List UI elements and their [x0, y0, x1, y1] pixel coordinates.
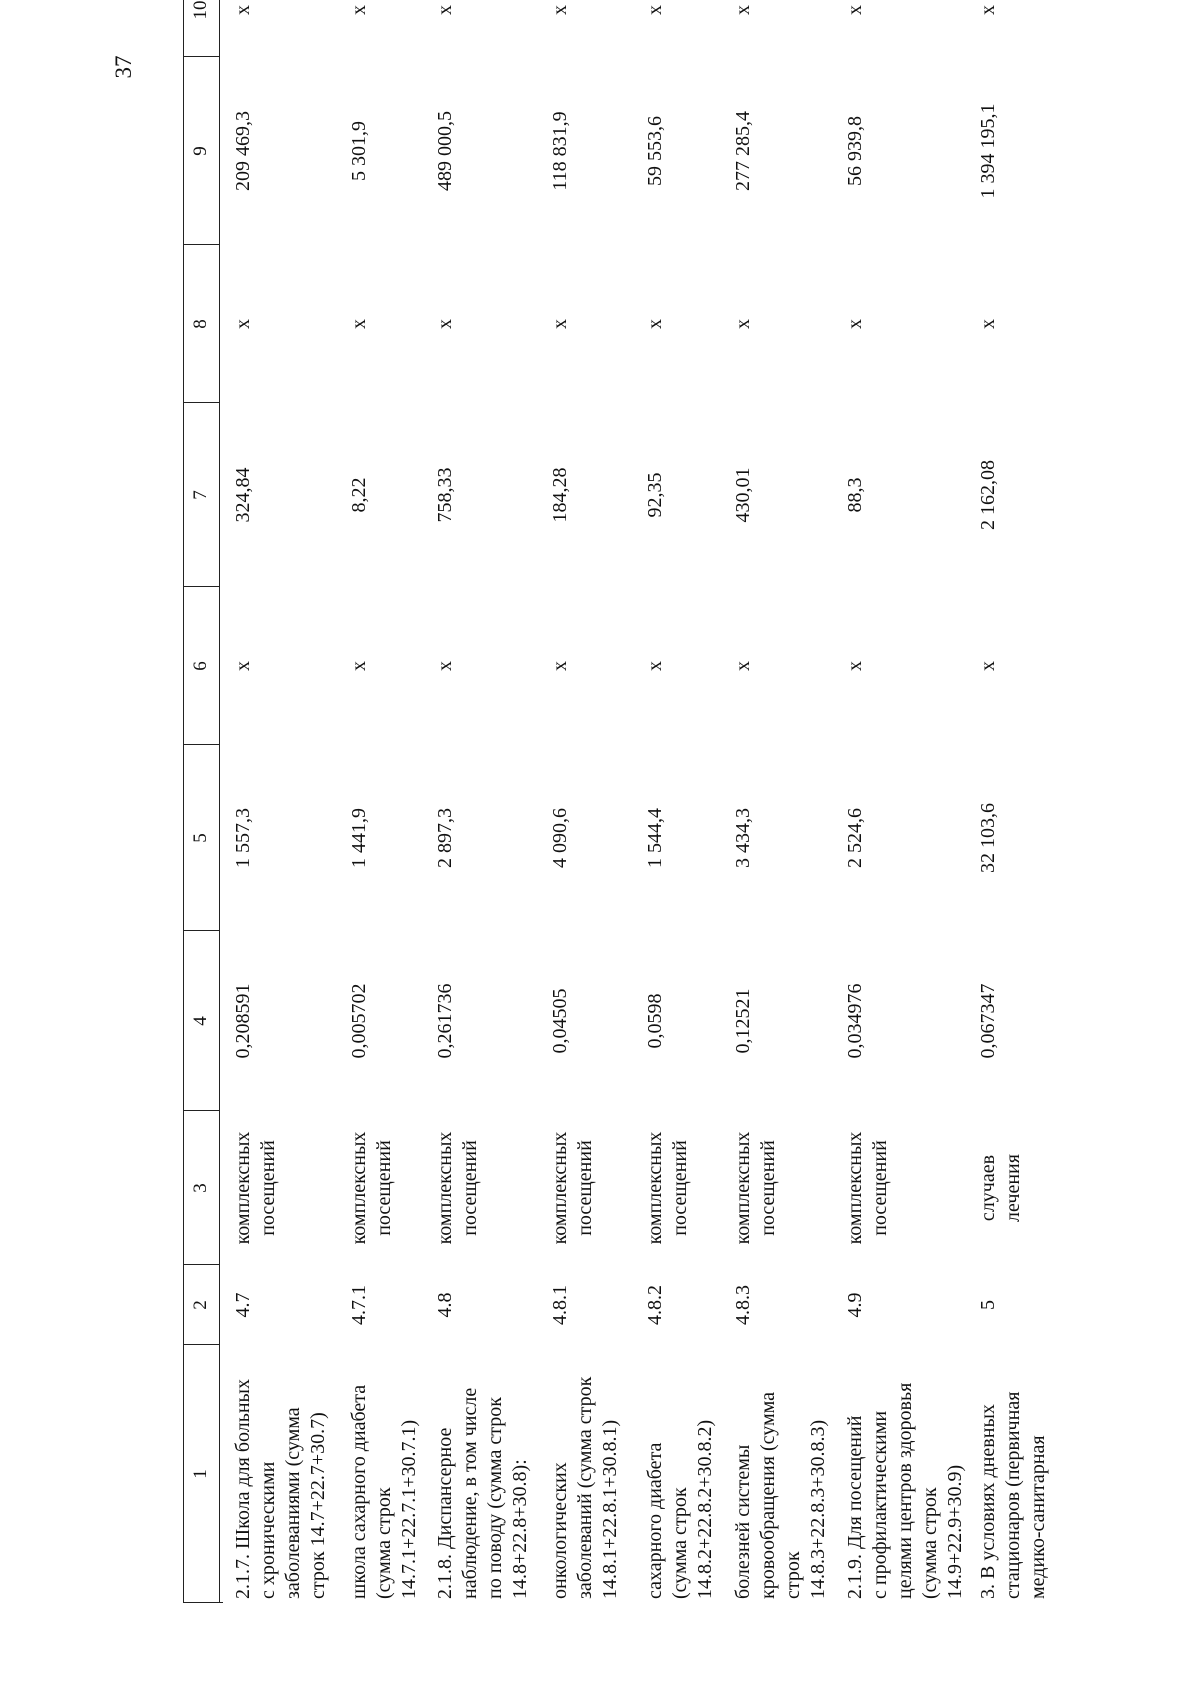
row-code: 4.8.2 — [644, 1285, 666, 1325]
row-value-col10: x — [232, 5, 254, 15]
row-label-line: (сумма строк — [919, 1487, 941, 1599]
row-label-line: 14.7.1+22.7.1+30.7.1) — [398, 1419, 420, 1599]
row-value-col7: 2 162,08 — [977, 460, 999, 530]
row-value-col4: 0,067347 — [977, 983, 999, 1059]
row-label-line: заболеваниями (сумма — [282, 1407, 304, 1599]
row-label-line: 2.1.7. Школа для больных — [232, 1379, 254, 1599]
row-value-col9: 56 939,8 — [844, 116, 866, 186]
column-header-9: 9 — [190, 146, 211, 156]
row-label — [643, 1349, 718, 1599]
table-top-border — [183, 0, 184, 1603]
row-label-line: школа сахарного диабета — [348, 1384, 370, 1599]
row-value-col8: x — [844, 319, 866, 329]
row-code: 5 — [977, 1300, 999, 1310]
row-value-col7: 88,3 — [844, 477, 866, 513]
row-value-col4: 0,005702 — [348, 983, 370, 1059]
row-value-col9: 5 301,9 — [348, 121, 370, 181]
column-header-10: 10 — [190, 0, 211, 20]
row-value-col6: x — [844, 661, 866, 671]
row-label-line: онкологических — [549, 1462, 571, 1599]
row-value-col6: x — [732, 661, 754, 671]
row-label-line: болезней системы — [732, 1444, 754, 1599]
row-code: 4.8.1 — [549, 1285, 571, 1325]
row-unit — [548, 1111, 598, 1265]
row-value-col7: 324,84 — [232, 467, 254, 523]
row-value-col8: x — [644, 319, 666, 329]
row-value-col9: 1 394 195,1 — [977, 103, 999, 199]
row-value-col10: x — [644, 5, 666, 15]
row-value-col9: 277 285,4 — [732, 111, 754, 191]
row-value-col4: 0,261736 — [434, 983, 456, 1059]
row-label — [976, 1349, 1051, 1599]
row-unit-line: случаев — [977, 1154, 999, 1222]
row-label-line: (сумма строк — [669, 1487, 691, 1599]
row-code: 4.9 — [844, 1292, 866, 1318]
data-table — [183, 0, 1048, 1603]
row-label — [548, 1349, 623, 1599]
row-unit-line: комплексных — [844, 1131, 866, 1245]
row-label — [843, 1349, 968, 1599]
row-unit-line: посещений — [869, 1140, 891, 1236]
row-value-col9: 489 000,5 — [434, 111, 456, 191]
row-label-line: 3. В условиях дневных — [977, 1404, 999, 1599]
row-label-line: целями центров здоровья — [894, 1382, 916, 1599]
row-value-col6: x — [348, 661, 370, 671]
row-value-col8: x — [434, 319, 456, 329]
row-code: 4.7.1 — [348, 1285, 370, 1325]
row-label-line: 2.1.8. Диспансерное — [434, 1427, 456, 1599]
row-unit-line: комплексных — [644, 1131, 666, 1245]
row-label-line: стационаров (первичная — [1002, 1391, 1024, 1599]
column-header-5: 5 — [190, 833, 211, 843]
row-label — [731, 1349, 831, 1599]
column-header-7: 7 — [190, 490, 211, 500]
row-value-col6: x — [232, 661, 254, 671]
row-code: 4.8.3 — [732, 1285, 754, 1325]
row-label-line: строк 14.7+22.7+30.7) — [307, 1412, 329, 1599]
row-unit-line: посещений — [669, 1140, 691, 1236]
row-value-col10: x — [977, 5, 999, 15]
row-value-col6: x — [549, 661, 571, 671]
row-unit — [347, 1111, 397, 1265]
row-value-col8: x — [977, 319, 999, 329]
row-label-line: 14.8.2+22.8.2+30.8.2) — [694, 1419, 716, 1599]
row-unit-line: посещений — [373, 1140, 395, 1236]
row-value-col6: x — [977, 661, 999, 671]
row-value-col8: x — [732, 319, 754, 329]
row-code: 4.8 — [434, 1292, 456, 1318]
row-value-col7: 430,01 — [732, 467, 754, 523]
row-value-col5: 32 103,6 — [977, 803, 999, 873]
row-value-col8: x — [348, 319, 370, 329]
row-value-col5: 1 557,3 — [232, 808, 254, 868]
row-value-col10: x — [844, 5, 866, 15]
row-value-col10: x — [549, 5, 571, 15]
row-label-line: 14.8.1+22.8.1+30.8.1) — [599, 1419, 621, 1599]
row-value-col6: x — [644, 661, 666, 671]
row-label-line: строк — [782, 1551, 804, 1599]
row-unit-line: посещений — [574, 1140, 596, 1236]
row-label-line: 14.8.3+22.8.3+30.8.3) — [807, 1419, 829, 1599]
row-unit — [433, 1111, 483, 1265]
row-label-line: наблюдение, в том числе — [459, 1387, 481, 1599]
row-value-col4: 0,12521 — [732, 988, 754, 1054]
row-value-col10: x — [348, 5, 370, 15]
row-label-line: 14.8+22.8+30.8): — [509, 1459, 531, 1599]
row-unit-line: комплексных — [232, 1131, 254, 1245]
row-value-col9: 209 469,3 — [232, 111, 254, 191]
row-label-line: заболеваний (сумма строк — [574, 1376, 596, 1599]
row-value-col7: 758,33 — [434, 467, 456, 523]
row-value-col10: x — [434, 5, 456, 15]
column-header-3: 3 — [190, 1183, 211, 1193]
row-unit-line: посещений — [757, 1140, 779, 1236]
row-unit-line: посещений — [459, 1140, 481, 1236]
row-value-col5: 1 441,9 — [348, 808, 370, 868]
row-unit-line: лечения — [1002, 1154, 1024, 1222]
row-value-col9: 59 553,6 — [644, 116, 666, 186]
row-label-line: медико-санитарная — [1027, 1435, 1049, 1599]
row-value-col6: x — [434, 661, 456, 671]
row-label-line: с профилактическими — [869, 1410, 891, 1599]
page-number: 37 — [111, 55, 136, 79]
column-header-1: 1 — [190, 1469, 211, 1479]
row-value-col4: 0,034976 — [844, 983, 866, 1059]
row-unit — [976, 1111, 1026, 1265]
row-value-col5: 2 897,3 — [434, 808, 456, 868]
row-unit — [231, 1111, 281, 1265]
row-label-line: кровообращения (сумма — [757, 1391, 779, 1599]
row-label — [347, 1349, 422, 1599]
row-label-line: сахарного диабета — [644, 1442, 666, 1599]
row-code: 4.7 — [232, 1292, 254, 1318]
row-label-line: 2.1.9. Для посещений — [844, 1415, 866, 1599]
row-value-col4: 0,208591 — [232, 983, 254, 1059]
row-unit-line: комплексных — [434, 1131, 456, 1245]
row-label-line: (сумма строк — [373, 1487, 395, 1599]
row-unit-line: комплексных — [549, 1131, 571, 1245]
row-label — [433, 1349, 533, 1599]
row-value-col7: 92,35 — [644, 472, 666, 518]
row-value-col8: x — [232, 319, 254, 329]
row-value-col10: x — [732, 5, 754, 15]
row-value-col5: 1 544,4 — [644, 808, 666, 868]
row-value-col7: 184,28 — [549, 467, 571, 523]
row-value-col8: x — [549, 319, 571, 329]
row-unit-line: комплексных — [732, 1131, 754, 1245]
row-value-col5: 3 434,3 — [732, 808, 754, 868]
column-header-4: 4 — [190, 1016, 211, 1026]
row-unit — [843, 1111, 893, 1265]
header-bottom-border — [219, 0, 220, 1603]
row-label-line: с хроническими — [257, 1461, 279, 1599]
row-unit — [731, 1111, 781, 1265]
row-value-col5: 4 090,6 — [549, 808, 571, 868]
row-label-line: по поводу (сумма строк — [484, 1397, 506, 1599]
row-label-line: 14.9+22.9+30.9) — [944, 1464, 966, 1599]
column-header-6: 6 — [190, 661, 211, 671]
row-unit — [643, 1111, 693, 1265]
row-unit-line: комплексных — [348, 1131, 370, 1245]
column-header-8: 8 — [190, 319, 211, 329]
row-value-col5: 2 524,6 — [844, 808, 866, 868]
row-value-col9: 118 831,9 — [549, 111, 571, 191]
row-value-col4: 0,04505 — [549, 988, 571, 1054]
row-unit-line: посещений — [257, 1140, 279, 1236]
row-value-col7: 8,22 — [348, 477, 370, 513]
row-value-col4: 0,0598 — [644, 993, 666, 1049]
column-header-2: 2 — [190, 1300, 211, 1310]
row-label — [231, 1349, 331, 1599]
